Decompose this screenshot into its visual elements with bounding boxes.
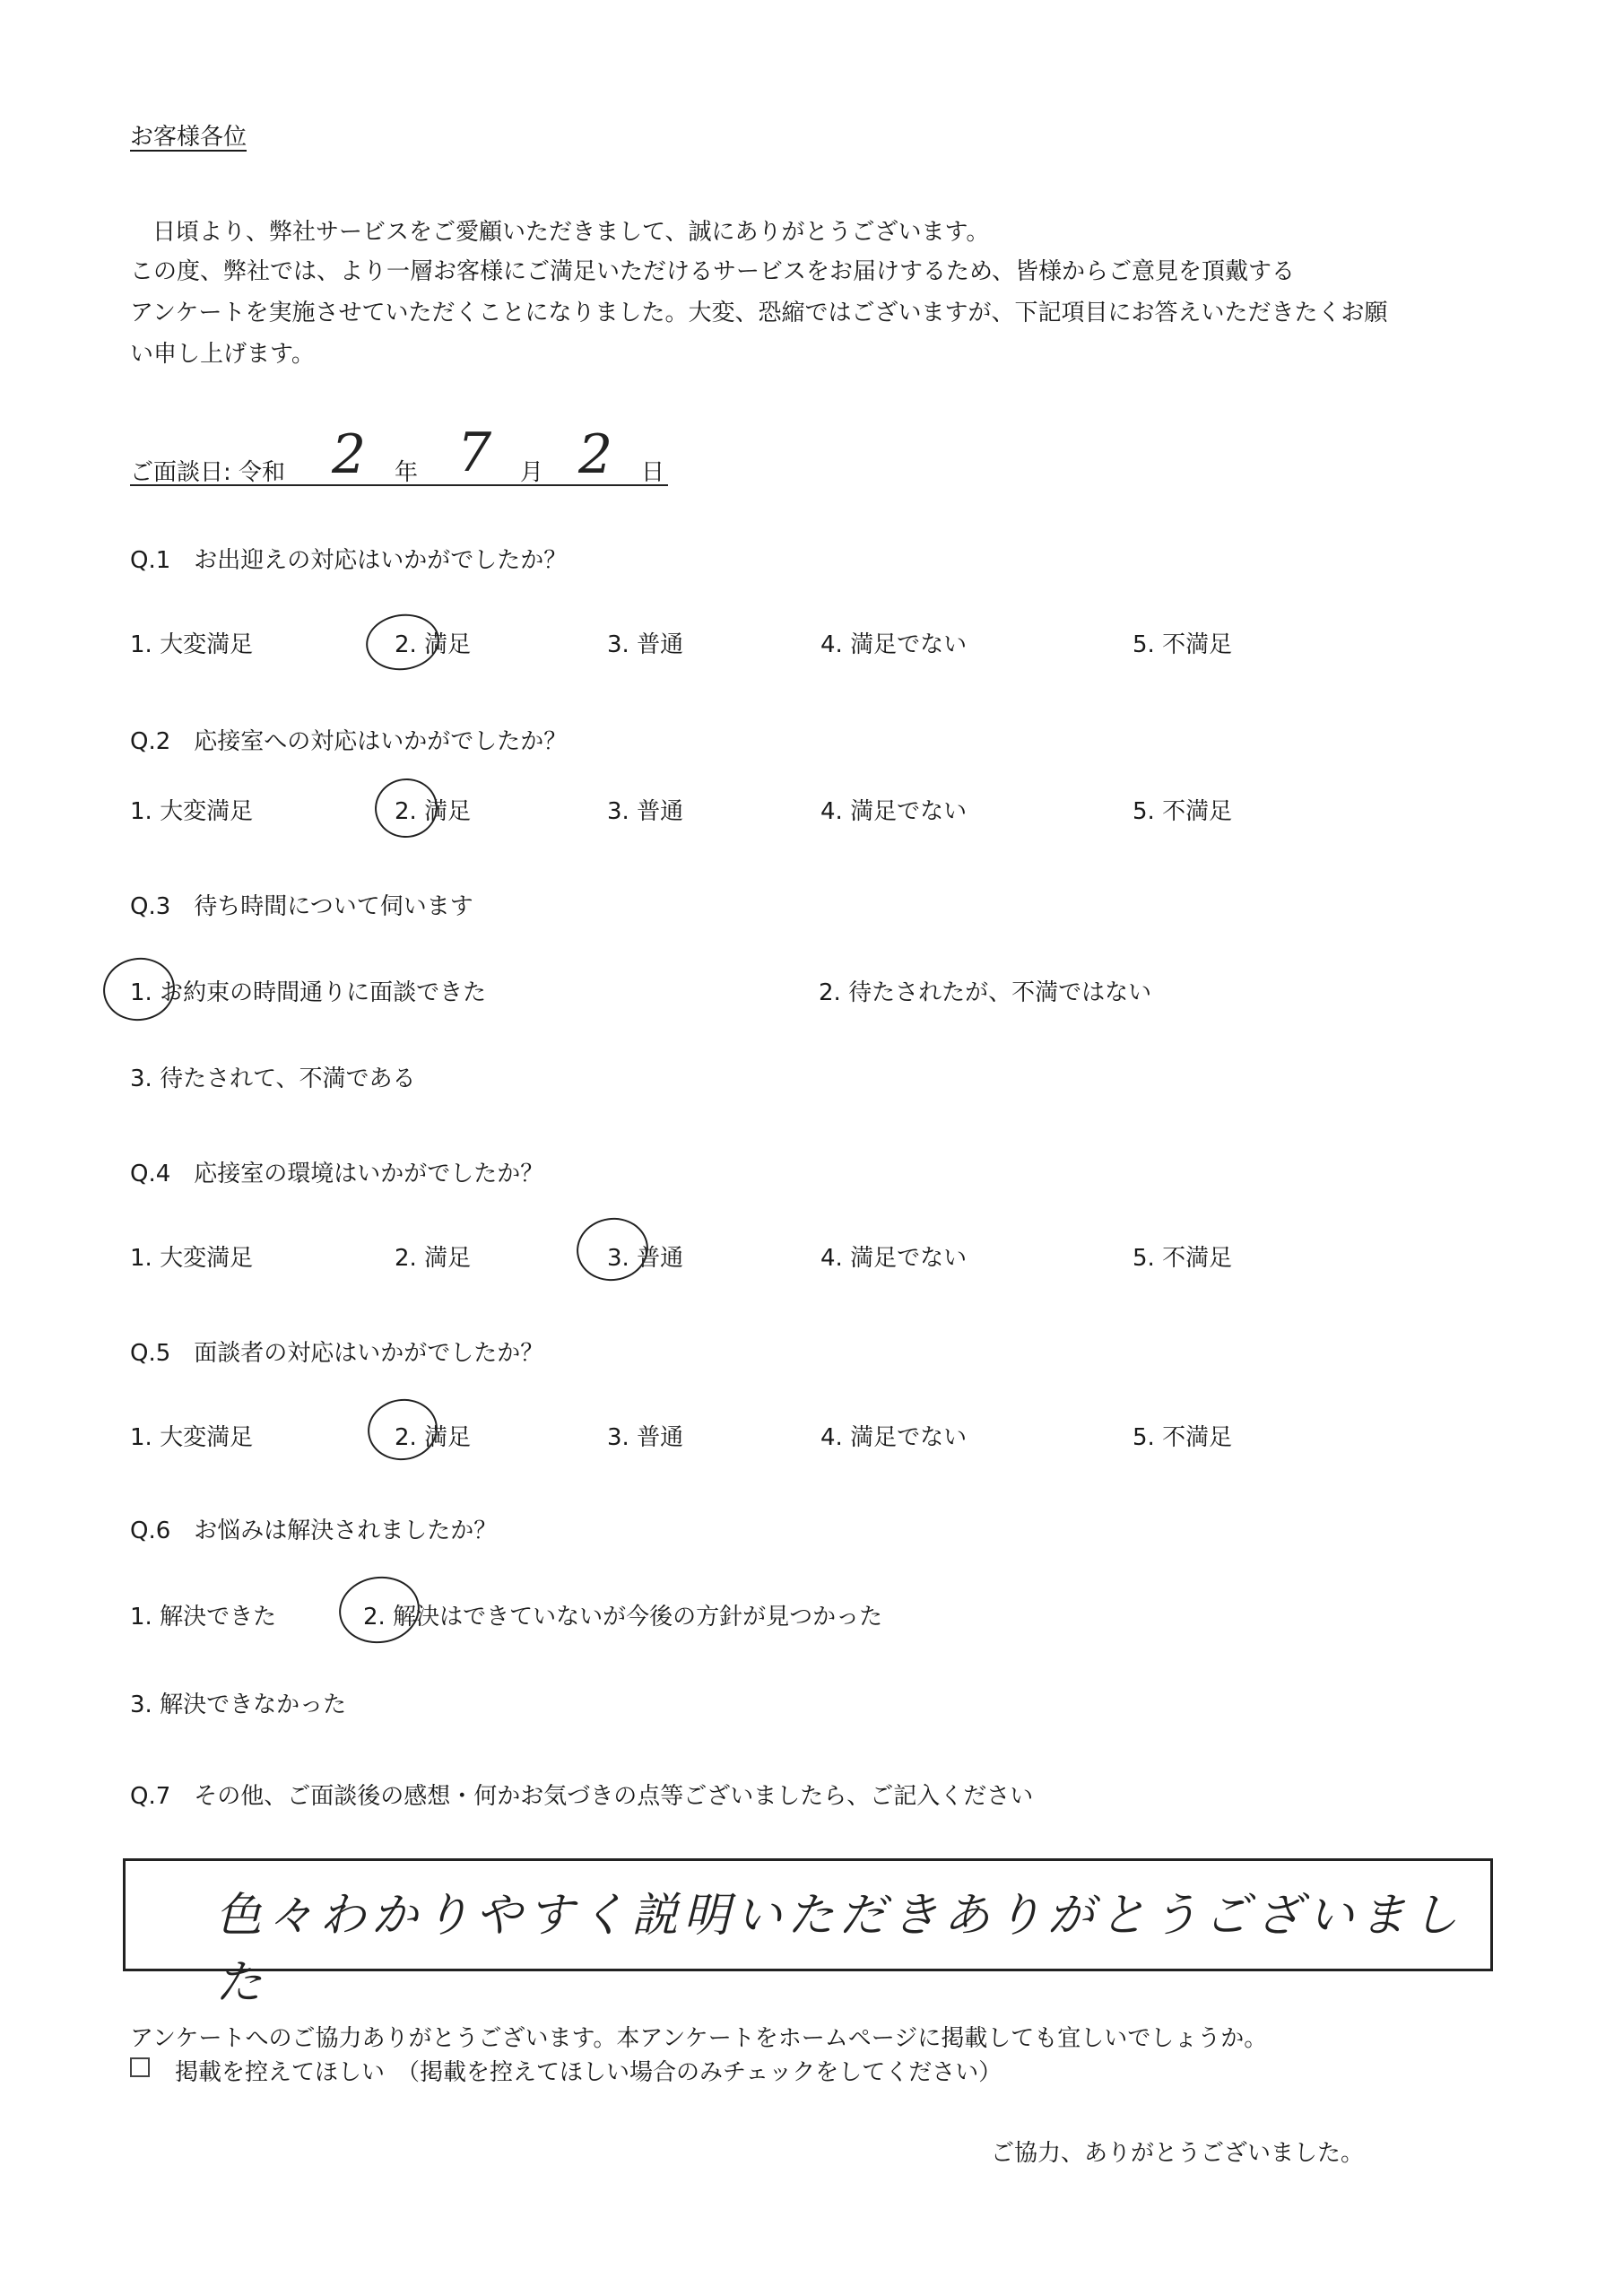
q1-option-5[interactable]: 5. 不満足 bbox=[1133, 631, 1233, 658]
meeting-date-month[interactable]: 7 bbox=[457, 422, 492, 484]
intro-line-4: い申し上げます。 bbox=[130, 341, 315, 368]
q5-option-3[interactable]: 3. 普通 bbox=[607, 1424, 684, 1451]
q6-option-2[interactable]: 2. 解決はできていないが今後の方針が見つかった bbox=[363, 1604, 883, 1631]
meeting-date-row bbox=[130, 422, 668, 486]
meeting-date-year[interactable]: 2 bbox=[332, 423, 367, 486]
q5-option-4[interactable]: 4. 満足でない bbox=[820, 1424, 968, 1451]
q2-option-3[interactable]: 3. 普通 bbox=[607, 798, 684, 825]
q5-option-1[interactable]: 1. 大変満足 bbox=[130, 1424, 254, 1451]
meeting-date-day-unit: 日 bbox=[641, 459, 665, 486]
q4-option-4[interactable]: 4. 満足でない bbox=[820, 1245, 968, 1272]
q3-option-2[interactable]: 2. 待たされたが、不満ではない bbox=[819, 979, 1152, 1006]
q7-answer-box[interactable] bbox=[123, 1858, 1493, 2010]
q5-option-2[interactable]: 2. 満足 bbox=[395, 1424, 472, 1451]
closing-message: ご協力、ありがとうございました。 bbox=[991, 2140, 1365, 2167]
publish-opt-out-label: 掲載を控えてほしい （掲載を控えてほしい場合のみチェックをしてください） bbox=[175, 2059, 1002, 2086]
q2-option-5[interactable]: 5. 不満足 bbox=[1133, 798, 1233, 825]
footer-publish-question: アンケートへのご協力ありがとうございます。本アンケートをホームページに掲載しても宜しいでしょうか。 bbox=[130, 2025, 1268, 2052]
q2-option-1[interactable]: 1. 大変満足 bbox=[130, 798, 254, 825]
publish-opt-out-checkbox[interactable] bbox=[130, 2057, 150, 2077]
meeting-date-month-unit: 月 bbox=[520, 459, 544, 486]
q1-option-1[interactable]: 1. 大変満足 bbox=[130, 631, 254, 658]
q4-title: Q.4 応接室の環境はいかがでしたか？ bbox=[130, 1161, 544, 1187]
q4-option-1[interactable]: 1. 大変満足 bbox=[130, 1245, 254, 1272]
salutation: お客様各位 bbox=[130, 124, 247, 151]
q2-title: Q.2 応接室への対応はいかがでしたか？ bbox=[130, 728, 568, 755]
q3-option-1[interactable]: 1. お約束の時間通りに面談できた bbox=[130, 979, 487, 1006]
q3-option-3[interactable]: 3. 待たされて、不満である bbox=[130, 1065, 416, 1092]
q7-answer-text: 色々わかりやすく説明いただきありがとうございました bbox=[215, 1889, 1464, 2010]
q2-option-4[interactable]: 4. 満足でない bbox=[820, 798, 968, 825]
q6-option-1[interactable]: 1. 解決できた bbox=[130, 1604, 277, 1631]
q6-option-3[interactable]: 3. 解決できなかった bbox=[130, 1692, 347, 1718]
meeting-date-label: ご面談日: 令和 bbox=[130, 459, 286, 486]
q1-option-4[interactable]: 4. 満足でない bbox=[820, 631, 968, 658]
intro-line-2: この度、弊社では、より一層お客様にご満足いただけるサービスをお届けするため、皆様からご意見を頂戴する bbox=[130, 258, 1295, 285]
q4-option-3[interactable]: 3. 普通 bbox=[607, 1245, 684, 1272]
q3-title: Q.3 待ち時間について伺います bbox=[130, 893, 473, 920]
q2-option-2[interactable]: 2. 満足 bbox=[395, 798, 472, 825]
intro-line-1: 日頃より、弊社サービスをご愛顧いただきまして、誠にありがとうございます。 bbox=[152, 219, 990, 246]
q1-title: Q.1 お出迎えの対応はいかがでしたか？ bbox=[130, 547, 568, 574]
intro-line-3: アンケートを実施させていただくことになりました。大変、恐縮ではございますが、下記項目にお答えいただきたくお願 bbox=[130, 300, 1388, 326]
q5-option-5[interactable]: 5. 不満足 bbox=[1133, 1424, 1233, 1451]
q5-title: Q.5 面談者の対応はいかがでしたか？ bbox=[130, 1340, 544, 1367]
meeting-date-year-unit: 年 bbox=[395, 459, 419, 486]
q4-option-5[interactable]: 5. 不満足 bbox=[1133, 1245, 1233, 1272]
q4-option-2[interactable]: 2. 満足 bbox=[395, 1245, 472, 1272]
q1-option-3[interactable]: 3. 普通 bbox=[607, 631, 684, 658]
q1-option-2[interactable]: 2. 満足 bbox=[395, 631, 472, 658]
q7-title: Q.7 その他、ご面談後の感想・何かお気づきの点等ございましたら、ご記入ください bbox=[130, 1783, 1034, 1810]
meeting-date-day[interactable]: 2 bbox=[578, 423, 613, 486]
q6-title: Q.6 お悩みは解決されましたか？ bbox=[130, 1518, 498, 1544]
